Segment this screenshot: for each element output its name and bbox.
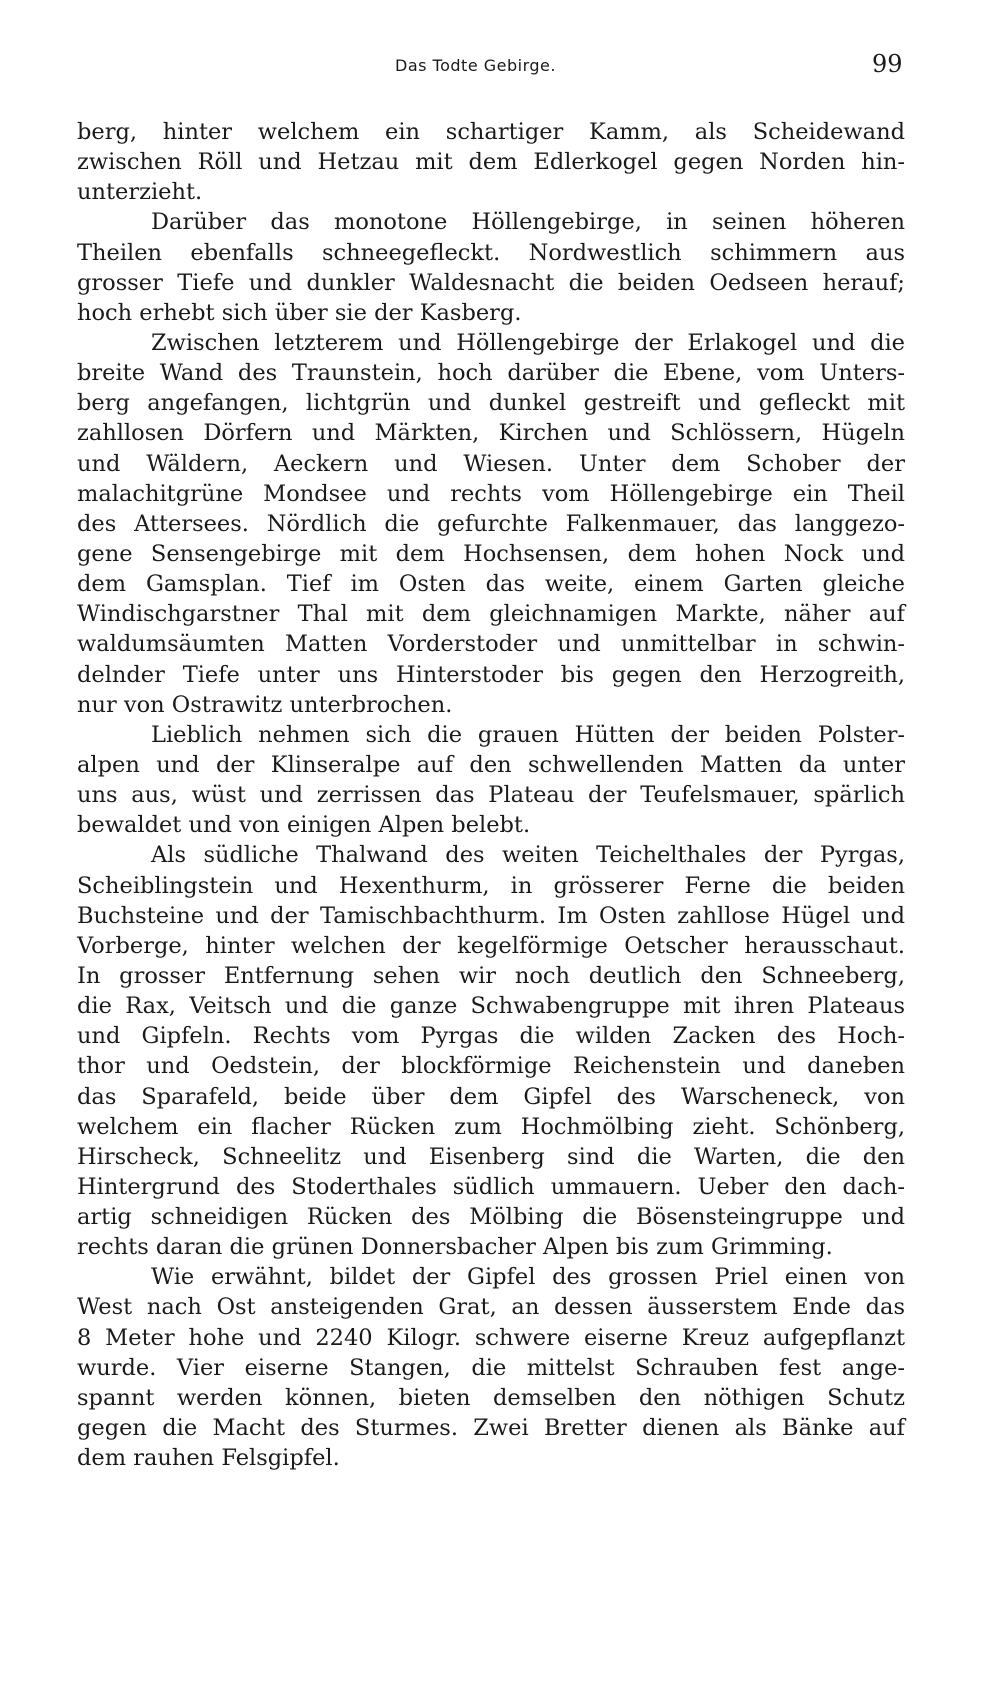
page-number: 99 [872, 50, 903, 78]
running-title: Das Todte Gebirge. [395, 56, 556, 75]
text-line: das Sparafeld, beide über dem Gipfel des Warscheneck, von [77, 1083, 905, 1110]
text-line: die Rax, Veitsch und die ganze Schwabengruppe mit ihren Plateaus [77, 993, 905, 1020]
running-head [0, 50, 1000, 90]
text-line: Scheiblingstein und Hexenthurm, in grösserer Ferne die beiden [77, 872, 905, 899]
text-line: artig schneidigen Rücken des Mölbing die Bösensteingruppe und [77, 1204, 905, 1231]
text-line: breite Wand des Traunstein, hoch darüber die Ebene, vom Unters- [77, 360, 905, 387]
text-line: dem Gamsplan. Tief im Osten das weite, einem Garten gleiche [77, 571, 905, 598]
body-text [77, 117, 905, 1473]
text-line: 8 Meter hohe und 2240 Kilogr. schwere eiserne Kreuz aufgepflanzt [77, 1324, 905, 1351]
text-line: Hirscheck, Schneelitz und Eisenberg sind die Warten, die den [77, 1143, 905, 1170]
text-line: gene Sensengebirge mit dem Hochsensen, dem hohen Nock und [77, 540, 905, 567]
text-line: Wie erwähnt, bildet der Gipfel des grossen Priel einen von [151, 1264, 905, 1291]
text-line: Lieblich nehmen sich die grauen Hütten der beiden Polster- [151, 721, 905, 748]
text-line: thor und Oedstein, der blockförmige Reichenstein und daneben [77, 1053, 905, 1080]
text-line: waldumsäumten Matten Vorderstoder und unmittelbar in schwin- [77, 631, 905, 658]
text-line: In grosser Entfernung sehen wir noch deutlich den Schneeberg, [77, 962, 905, 989]
text-line: Als südliche Thalwand des weiten Teichelthales der Pyrgas, [151, 842, 905, 869]
text-line: malachitgrüne Mondsee und rechts vom Höllengebirge ein Theil [77, 480, 905, 507]
text-line: Vorberge, hinter welchen der kegelförmige Oetscher herausschaut. [77, 932, 905, 959]
text-line: berg angefangen, lichtgrün und dunkel gestreift und gefleckt mit [77, 390, 905, 417]
text-line: welchem ein flacher Rücken zum Hochmölbing zieht. Schönberg, [77, 1113, 905, 1140]
text-line: hoch erhebt sich über sie der Kasberg. [77, 299, 522, 326]
text-line: uns aus, wüst und zerrissen das Plateau der Teufelsmauer, spärlich [77, 782, 905, 809]
text-line: dem rauhen Felsgipfel. [77, 1445, 340, 1472]
text-line: gegen die Macht des Sturmes. Zwei Bretter dienen als Bänke auf [77, 1415, 905, 1442]
text-line: berg, hinter welchem ein schartiger Kamm, als Scheidewand [77, 119, 905, 145]
text-line: zwischen Röll und Hetzau mit dem Edlerkogel gegen Norden hin- [77, 149, 905, 176]
text-line: des Attersees. Nördlich die gefurchte Falkenmauer, das langgezo- [77, 510, 905, 537]
text-line: spannt werden können, bieten demselben den nöthigen Schutz [77, 1384, 905, 1411]
text-line: und Gipfeln. Rechts vom Pyrgas die wilden Zacken des Hoch- [77, 1023, 905, 1050]
text-line: Hintergrund des Stoderthales südlich ummauern. Ueber den dach- [77, 1173, 905, 1200]
text-line: delnder Tiefe unter uns Hinterstoder bis gegen den Herzogreith, [77, 661, 905, 688]
text-line: und Wäldern, Aeckern und Wiesen. Unter dem Schober der [77, 450, 905, 477]
text-line: nur von Ostrawitz unterbrochen. [77, 691, 453, 718]
text-line: wurde. Vier eiserne Stangen, die mittelst Schrauben fest ange- [77, 1354, 905, 1381]
text-line: Theilen ebenfalls schneegefleckt. Nordwestlich schimmern aus [77, 239, 905, 266]
text-line: Darüber das monotone Höllengebirge, in seinen höheren [151, 209, 905, 236]
text-line: grosser Tiefe und dunkler Waldesnacht die beiden Oedseen herauf; [77, 269, 905, 296]
text-line: Buchsteine und der Tamischbachthurm. Im Osten zahllose Hügel und [77, 902, 905, 929]
text-line: alpen und der Klinseralpe auf den schwellenden Matten da unter [77, 751, 905, 778]
text-line: unterzieht. [77, 179, 203, 206]
text-line: rechts daran die grünen Donnersbacher Alpen bis zum Grimming. [77, 1234, 833, 1261]
text-line: West nach Ost ansteigenden Grat, an dessen äusserstem Ende das [77, 1294, 905, 1321]
text-line: Windischgarstner Thal mit dem gleichnamigen Markte, näher auf [77, 601, 905, 628]
text-line: bewaldet und von einigen Alpen belebt. [77, 812, 531, 839]
text-line: zahllosen Dörfern und Märkten, Kirchen und Schlössern, Hügeln [77, 420, 905, 447]
text-line: Zwischen letzterem und Höllengebirge der Erlakogel und die [151, 329, 905, 356]
